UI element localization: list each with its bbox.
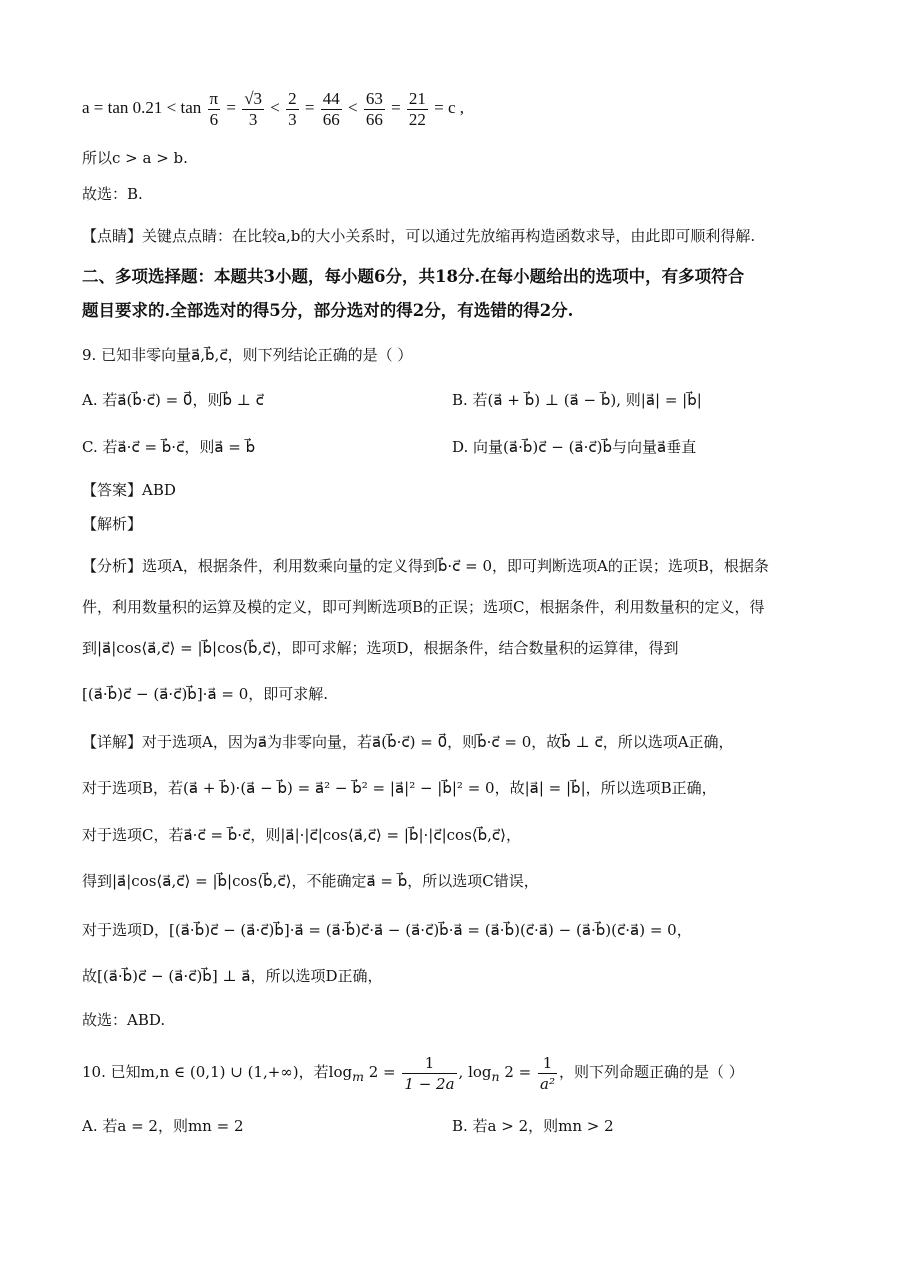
- eq-sign: =: [304, 98, 315, 117]
- fraction-44-66: $\frac{44}{66}$: [322, 88, 340, 129]
- option-9a: A. 若a⃗(b⃗·c⃗) = 0⃗，则b⃗ ⊥ c⃗: [82, 391, 264, 409]
- analysis-line2: 件，利用数量积的运算及模的定义，即可判断选项B的正误；选项C，根据条件，利用数量积的定义，得: [82, 598, 765, 616]
- final-answer: 故选：ABD.: [82, 1011, 166, 1029]
- text-line-answer-b: 故选：B.: [82, 185, 143, 203]
- fraction-21-22: $\frac{21}{22}$: [408, 88, 426, 129]
- q10-mid2: , log: [458, 1063, 492, 1081]
- answer-label: 【答案】ABD: [82, 481, 176, 499]
- lt-sign: <: [270, 98, 280, 117]
- section-heading-line1: 二、多项选择题：本题共3小题，每小题6分，共18分.在每小题给出的选项中，有多项符合: [82, 267, 745, 286]
- detail-line-a: 【详解】对于选项A，因为a⃗为非零向量，若a⃗(b⃗·c⃗) = 0⃗，则b⃗·c⃗ = 0，故b⃗ ⊥ c⃗，所以选项A正确，: [82, 733, 734, 751]
- analysis-line4: [(a⃗·b⃗)c⃗ − (a⃗·c⃗)b⃗]·a⃗ = 0，即可求解.: [82, 685, 329, 703]
- analysis-line1: 【分析】选项A，根据条件，利用数乘向量的定义得到b⃗·c⃗ = 0，即可判断选项A的正误；选项B，根据条: [82, 557, 769, 575]
- q10-sub-n: n: [491, 1069, 500, 1084]
- option-9d: D. 向量(a⃗·b⃗)c⃗ − (a⃗·c⃗)b⃗与向量a⃗垂直: [452, 438, 697, 456]
- detail-line-c2: 得到|a⃗|cos⟨a⃗,c⃗⟩ = |b⃗|cos⟨b⃗,c⃗⟩，不能确定a⃗ = b⃗，所以选项C错误，: [82, 872, 539, 890]
- fraction-63-66: $\frac{63}{66}$: [365, 88, 383, 129]
- equation-line: [82, 86, 464, 130]
- detail-line-b: 对于选项B，若(a⃗ + b⃗)·(a⃗ − b⃗) = a⃗² − b⃗² = |a⃗|² − |b⃗|² = 0，故|a⃗| = |b⃗|，所以选项B正确，: [82, 779, 717, 797]
- eq-lhs: a = tan 0.21 < tan: [82, 98, 202, 117]
- section-heading-line2: 题目要求的.全部选对的得5分，部分选对的得2分，有选错的得2分.: [82, 301, 574, 320]
- detail-line-c1: 对于选项C，若a⃗·c⃗ = b⃗·c⃗，则|a⃗|·|c⃗|cos⟨a⃗,c⃗⟩ = |b⃗|·|c⃗|cos⟨b⃗,c⃗⟩，: [82, 826, 522, 844]
- analysis-label: 【解析】: [82, 515, 143, 533]
- eq-sign: =: [391, 98, 401, 117]
- lt-sign: <: [347, 98, 358, 117]
- option-9b: B. 若(a⃗ + b⃗) ⊥ (a⃗ − b⃗), 则|a⃗| = |b⃗|: [452, 391, 702, 409]
- fraction-1-over-1-2a: $\frac{1}{1 - 2a}$: [404, 1053, 455, 1093]
- question-9-stem: 9. 已知非零向量a⃗,b⃗,c⃗，则下列结论正确的是（ ）: [82, 346, 413, 364]
- detail-line-d2: 故[(a⃗·b⃗)c⃗ − (a⃗·c⃗)b⃗] ⊥ a⃗，所以选项D正确，: [82, 967, 383, 985]
- fraction-2-3: $\frac{2}{3}$: [288, 88, 297, 129]
- analysis-line3: 到|a⃗|cos⟨a⃗,c⃗⟩ = |b⃗|cos⟨b⃗,c⃗⟩，即可求解；选项D，根据条件，结合数量积的运算律，得到: [82, 639, 679, 657]
- detail-line-d1: 对于选项D，[(a⃗·b⃗)c⃗ − (a⃗·c⃗)b⃗]·a⃗ = (a⃗·b⃗)c⃗·a⃗ − (a⃗·c⃗)b⃗·a⃗ = (a⃗·b⃗)(c⃗·a⃗) − (a⃗·b⃗)(c⃗·a⃗) = 0，: [82, 921, 692, 939]
- option-10b: B. 若a > 2，则mn > 2: [452, 1117, 614, 1135]
- option-10a: A. 若a = 2，则mn = 2: [82, 1117, 244, 1135]
- q10-mid1: 2 =: [363, 1063, 396, 1081]
- text-line-conclusion: 所以c > a > b.: [82, 149, 188, 167]
- fraction-1-over-a2: $\frac{1}{\text{a²}}$: [540, 1053, 555, 1093]
- eq-tail: = c ,: [434, 98, 465, 117]
- q10-suffix: ，则下列命题正确的是（ ）: [558, 1063, 744, 1081]
- text-line-key-point: 【点睛】关键点点睛：在比较a,b的大小关系时，可以通过先放缩再构造函数求导，由此即可顺利得解.: [82, 227, 756, 245]
- fraction-sqrt3-3: $\frac{√3}{3}$: [244, 88, 263, 129]
- q10-mid3: 2 =: [499, 1063, 532, 1081]
- q10-prefix: 10. 已知m,n ∈ (0,1) ∪ (1,+∞)，若log: [82, 1063, 353, 1081]
- question-10-stem: [82, 1048, 744, 1096]
- fraction-pi-6: $\frac{\pi}{6}$: [209, 88, 219, 129]
- q10-sub-m: m: [352, 1069, 364, 1084]
- eq-sign: =: [226, 98, 236, 117]
- option-9c: C. 若a⃗·c⃗ = b⃗·c⃗，则a⃗ = b⃗: [82, 438, 256, 456]
